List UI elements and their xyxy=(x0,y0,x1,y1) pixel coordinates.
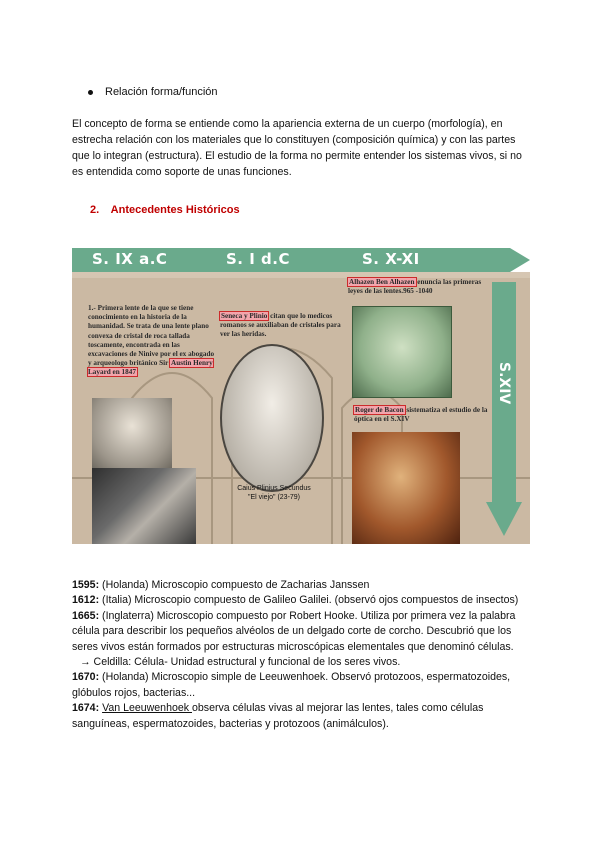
note-first-lens-highlight: Austin Henry Layard en 1847 xyxy=(88,359,213,377)
bullet-dot-icon xyxy=(88,90,93,95)
historical-timeline-image xyxy=(72,248,530,544)
bullet-text: Relación forma/función xyxy=(105,86,218,98)
section-heading xyxy=(90,204,240,216)
portrait-pliny-image xyxy=(220,344,324,492)
era-label-2: S. I d.C xyxy=(226,250,290,268)
portrait-alhazen-image xyxy=(352,306,452,398)
bullet-item xyxy=(88,86,218,98)
portrait-bacon-image xyxy=(352,432,460,544)
timeline-down-arrow-icon xyxy=(486,502,522,536)
lens-in-hand-image xyxy=(92,468,196,544)
era-label-1: S. IX a.C xyxy=(92,250,168,268)
intro-paragraph: El concepto de forma se entiende como la apariencia externa de un cuerpo (morfología), en estrecha relación con los materiales que lo constituyen (composición química) y con las partes que lo integran (estructura). El estudio de la forma no permite entender los sistemas vivos, si no es entendida como soporte de unas funciones. xyxy=(72,118,522,178)
leeuwenhoek-name: Van Leeuwenhoek xyxy=(102,702,192,715)
section-title: Antecedentes Históricos xyxy=(110,204,240,216)
timeline-arrow-head-icon xyxy=(510,248,530,272)
pliny-caption: Caius Plinius Secundus "El viejo" (23-79) xyxy=(237,485,311,501)
chronology-item: 1674: Van Leeuwenhoek observa células vivas al mejorar las lentes, tales como células sanguíneas, espermatozoides, bacterias y protozoos (animálculos). xyxy=(72,702,484,730)
note-bacon-highlight: Roger de Bacon xyxy=(355,406,404,414)
note-bacon: Roger de Bacon sistematiza el estudio de la óptica en el S.XIV xyxy=(354,406,488,424)
note-alhazen-highlight: Alhazen Ben Alhazen xyxy=(349,278,415,286)
chronology-subitem: → Celdilla: Célula- Unidad estructural y funcional de los seres vivos. xyxy=(80,656,401,669)
era-label-3: S. X-XI xyxy=(362,250,420,268)
section-number: 2. xyxy=(90,204,100,216)
note-seneca-pliny: Seneca y Plinio citan que lo medicos romanos se auxiliaban de cristales para ver las heridas. xyxy=(220,312,341,339)
chronology-item: 1612: (Italia) Microscopio compuesto de Galileo Galilei. (observó ojos compuestos de insectos) xyxy=(72,594,519,607)
note-first-lens: 1.- Primera lente de la que se tiene conocimiento en la historia de la humanidad. Se trata de una lente plano convexa de cristal de roca tallada toscamente, encontrada en las excavaciones de Ninive por el ex abogado y arqueologo británico Sir Austin Henry Layard en 1847 xyxy=(88,304,215,377)
era-label-vertical: S.XIV xyxy=(496,362,512,405)
chronology-item: 1595: (Holanda) Microscopio compuesto de Zacharias Janssen xyxy=(72,579,370,591)
chronology-item: 1670: (Holanda) Microscopio simple de Leeuwenhoek. Observó protozoos, espermatozoides, glóbulos rojos, bacterias... xyxy=(72,671,511,699)
chronology-list xyxy=(72,578,534,732)
note-alhazen: Alhazen Ben Alhazen enuncia las primeras leyes de las lentes.965 -1040 xyxy=(348,278,482,296)
portrait-layard-image xyxy=(92,398,172,468)
note-seneca-pliny-highlight: Seneca y Plinio xyxy=(221,312,268,320)
chronology-item: 1665: (Inglaterra) Microscopio compuesto por Robert Hooke. Utiliza por primera vez la palabra célula para describir los pequeños alvéolos de un delgado corte de corcho. Descubrió que los seres vivos están formados por estructuras microscópicas elementales que denominó células. xyxy=(72,609,516,653)
